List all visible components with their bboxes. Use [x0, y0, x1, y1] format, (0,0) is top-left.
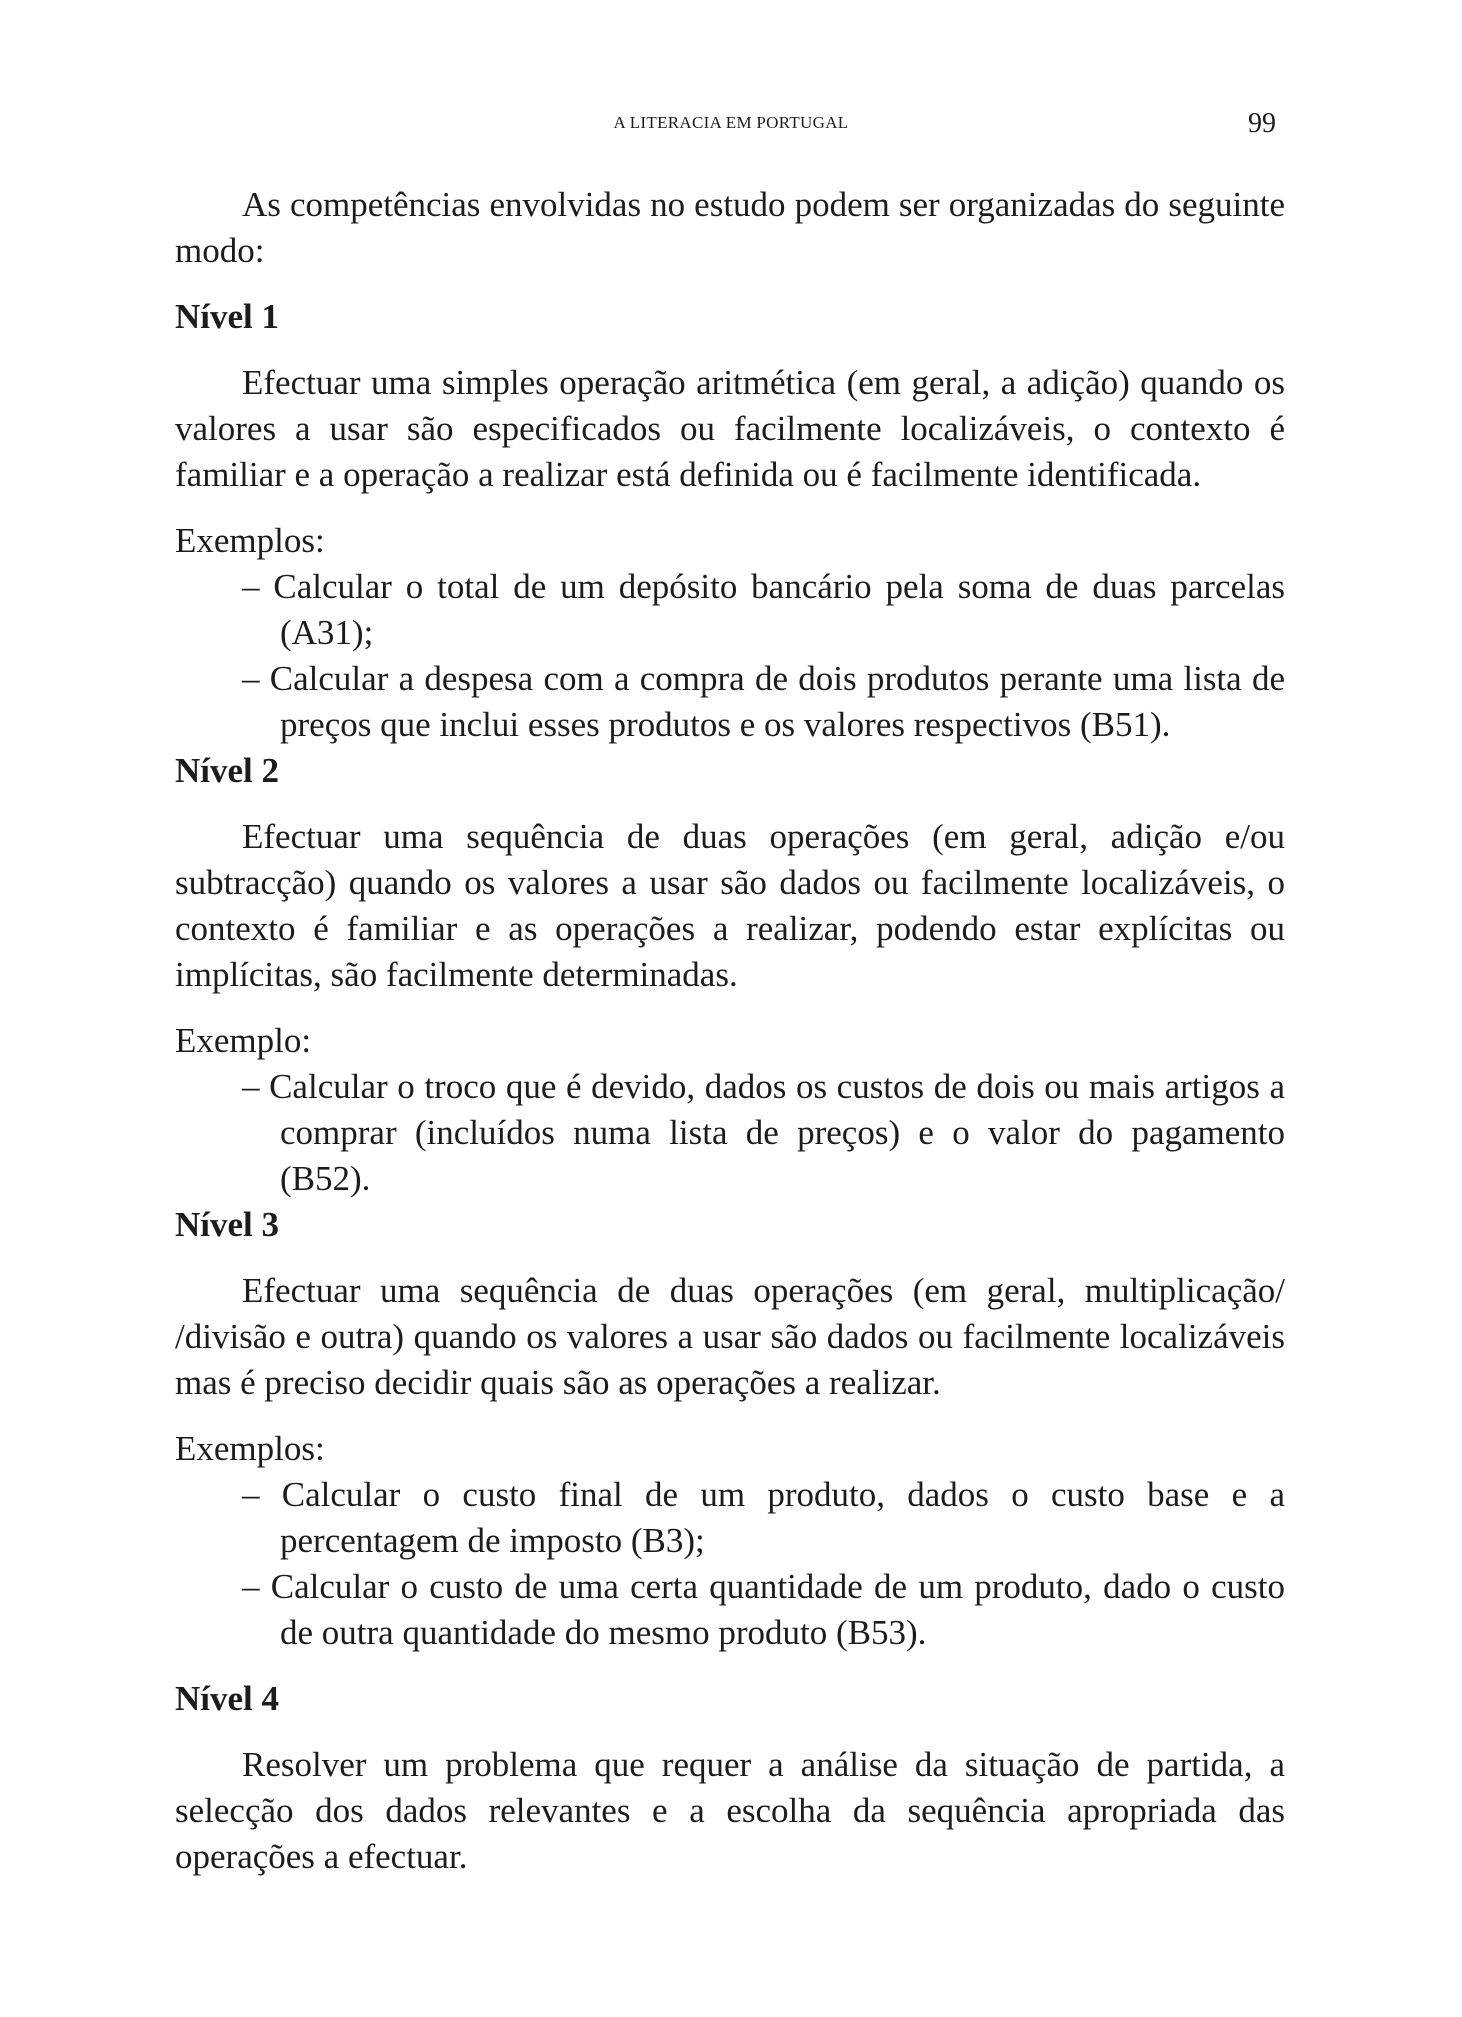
level-3-description: Efectuar uma sequência de duas operações (em geral, multiplicação/ /divisão e outra) quando os valores a usar são dados ou facilmente localizáveis mas é preciso decidir quais são as operações a realizar. — [175, 1271, 1285, 1402]
level-3-examples-list — [175, 1472, 1285, 1656]
level-3-heading: Nível 3 — [175, 1205, 280, 1244]
level-2-examples-list — [175, 1064, 1285, 1202]
intro-paragraph: As competências envolvidas no estudo podem ser organizadas do seguinte modo: — [175, 185, 1285, 270]
running-title: A LITERACIA EM PORTUGAL — [613, 113, 849, 132]
list-item: – Calcular o custo final de um produto, dados o custo base e a percentagem de imposto (B3); — [242, 1475, 1285, 1560]
level-1-description: Efectuar uma simples operação aritmética (em geral, a adição) quando os valores a usar são especificados ou facilmente localizáveis, o contexto é familiar e a operação a realizar está definida ou é facilmente identificada. — [175, 363, 1285, 494]
level-4-heading: Nível 4 — [175, 1679, 280, 1718]
level-1-heading: Nível 1 — [175, 297, 280, 336]
page-number: 99 — [1248, 108, 1276, 139]
level-1-examples-label: Exemplos: — [175, 521, 325, 560]
page-body — [175, 182, 1285, 1880]
level-1-examples-list — [175, 564, 1285, 748]
level-2-heading: Nível 2 — [175, 751, 280, 790]
list-item: – Calcular o troco que é devido, dados os custos de dois ou mais artigos a comprar (incluídos numa lista de preços) e o valor do pagamento (B52). — [242, 1067, 1285, 1198]
level-3-examples-label: Exemplos: — [175, 1429, 325, 1468]
list-item: – Calcular a despesa com a compra de dois produtos perante uma lista de preços que inclui esses produtos e os valores respectivos (B51). — [242, 659, 1285, 744]
list-item: – Calcular o custo de uma certa quantidade de um produto, dado o custo de outra quantidade do mesmo produto (B53). — [242, 1567, 1285, 1652]
list-item: – Calcular o total de um depósito bancário pela soma de duas parcelas (A31); — [242, 567, 1285, 652]
level-2-examples-label: Exemplo: — [175, 1021, 312, 1060]
level-2-description: Efectuar uma sequência de duas operações (em geral, adição e/ou subtracção) quando os valores a usar são dados ou facilmente localizáveis, o contexto é familiar e as operações a realizar, podendo estar explícitas ou implícitas, são facilmente determinadas. — [175, 817, 1285, 994]
level-4-description: Resolver um problema que requer a análise da situação de partida, a selecção dos dados relevantes e a escolha da sequência apropriada das operações a efectuar. — [175, 1745, 1285, 1876]
